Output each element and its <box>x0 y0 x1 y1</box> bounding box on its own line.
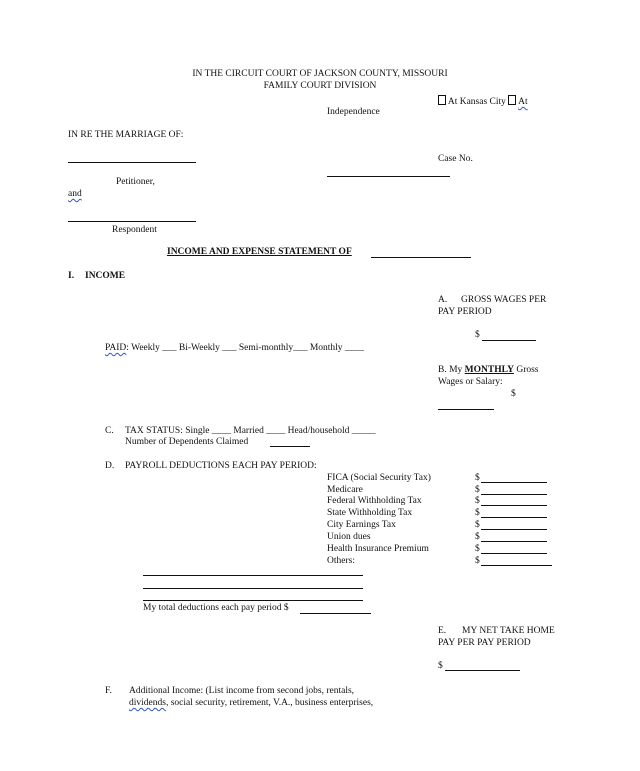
total-deductions-line[interactable] <box>300 613 371 614</box>
tax-status: TAX STATUS: Single ____ Married ____ Head/household _____ <box>125 426 376 436</box>
deduction-label: Medicare <box>327 485 363 495</box>
item-b-prefix: B. My <box>438 365 463 375</box>
independence-checkbox[interactable] <box>508 95 516 105</box>
court-title-line2: FAMILY COURT DIVISION <box>263 81 377 91</box>
item-a-line2: PAY PERIOD <box>438 307 492 317</box>
item-f-label: F. <box>105 686 112 696</box>
deduction-label: Health Insurance Premium <box>327 544 429 554</box>
case-no-line[interactable] <box>327 176 450 177</box>
kansas-city-label: At Kansas City <box>447 97 506 107</box>
respondent-label: Respondent <box>112 225 157 235</box>
and-label <box>68 188 82 200</box>
deduction-dollar: $ <box>475 532 480 542</box>
court-title <box>0 68 640 80</box>
gross-wages-line[interactable] <box>482 340 536 341</box>
item-c-label: C. <box>105 426 114 436</box>
deduction-label: Others: <box>327 556 355 566</box>
other-deduction-line[interactable] <box>143 575 363 576</box>
petitioner-label: Petitioner, <box>116 177 155 187</box>
other-deduction-line[interactable] <box>143 600 363 601</box>
net-take-home-line[interactable] <box>445 670 520 671</box>
at-label: At <box>518 97 528 107</box>
court-title-line1: IN THE CIRCUIT COURT OF JACKSON COUNTY, MISSOURI <box>192 69 448 79</box>
item-b-dollar: $ <box>511 389 516 399</box>
item-e-line2: PAY PER PAY PERIOD <box>438 638 531 648</box>
additional-income-line1: Additional Income: (List income from second jobs, rentals, <box>129 686 355 696</box>
item-e-label: E. <box>438 626 447 636</box>
kansas-city-checkbox[interactable] <box>438 95 446 105</box>
dividends-word: dividends <box>129 698 166 708</box>
deduction-dollar: $ <box>475 508 480 518</box>
item-d-label: D. <box>105 461 115 471</box>
item-a-label: A. <box>438 295 448 305</box>
deduction-label: FICA (Social Security Tax) <box>327 473 431 483</box>
other-deduction-line[interactable] <box>143 588 363 589</box>
total-deductions-label: My total deductions each pay period $ <box>143 603 289 613</box>
deduction-label: State Withholding Tax <box>327 508 413 518</box>
statement-title <box>167 246 352 258</box>
respondent-name-line[interactable] <box>68 221 196 222</box>
deduction-label: Union dues <box>327 532 371 542</box>
deduction-label: City Earnings Tax <box>327 520 396 530</box>
deduction-dollar: $ <box>475 544 480 554</box>
item-e-dollar: $ <box>438 661 443 671</box>
and-text: and <box>68 189 82 199</box>
item-b-line1 <box>438 364 539 376</box>
item-a-line1: GROSS WAGES PER <box>461 295 547 305</box>
deduction-dollar: $ <box>475 485 480 495</box>
city-tax-line[interactable] <box>481 529 547 530</box>
location-options <box>438 95 528 108</box>
item-a-dollar: $ <box>475 330 480 340</box>
item-b-line2: Wages or Salary: <box>438 377 503 387</box>
item-e-line1: MY NET TAKE HOME <box>462 626 555 636</box>
section-income-title: INCOME <box>85 271 126 281</box>
section-income-number: I. <box>68 271 75 281</box>
union-dues-line[interactable] <box>481 541 547 542</box>
payroll-deductions-title: PAYROLL DEDUCTIONS EACH PAY PERIOD: <box>125 461 317 471</box>
statement-name-line[interactable] <box>371 257 471 258</box>
additional-income-line2-rest: , social security, retirement, V.A., business enterprises, <box>165 698 374 708</box>
dependents-line[interactable] <box>270 446 310 447</box>
paid-label: PAID <box>105 343 127 353</box>
court-division <box>0 80 640 92</box>
item-b-monthly: MONTHLY <box>464 365 514 375</box>
fica-line[interactable] <box>481 482 547 483</box>
statement-title-text: INCOME AND EXPENSE STATEMENT OF <box>167 247 352 257</box>
deduction-label: Federal Withholding Tax <box>327 496 422 506</box>
medicare-line[interactable] <box>481 494 547 495</box>
petitioner-name-line[interactable] <box>68 162 196 163</box>
deduction-dollar: $ <box>475 520 480 530</box>
deduction-dollar: $ <box>475 556 480 566</box>
independence-label: Independence <box>327 107 380 117</box>
health-premium-line[interactable] <box>481 553 547 554</box>
dependents-claimed: Number of Dependents Claimed <box>125 437 249 447</box>
paid-options: : Weekly ___ Bi-Weekly ___ Semi-monthly___ Monthly ____ <box>126 343 364 353</box>
item-b-suffix: Gross <box>516 365 539 375</box>
paid-frequency <box>105 342 364 354</box>
monthly-wages-line[interactable] <box>438 409 494 410</box>
deduction-dollar: $ <box>475 496 480 506</box>
additional-income-line2 <box>129 697 373 709</box>
in-re-label: IN RE THE MARRIAGE OF: <box>68 130 184 140</box>
federal-tax-line[interactable] <box>481 505 547 506</box>
deduction-dollar: $ <box>475 473 480 483</box>
others-line[interactable] <box>481 565 552 566</box>
case-no-label: Case No. <box>438 154 473 164</box>
state-tax-line[interactable] <box>481 517 547 518</box>
